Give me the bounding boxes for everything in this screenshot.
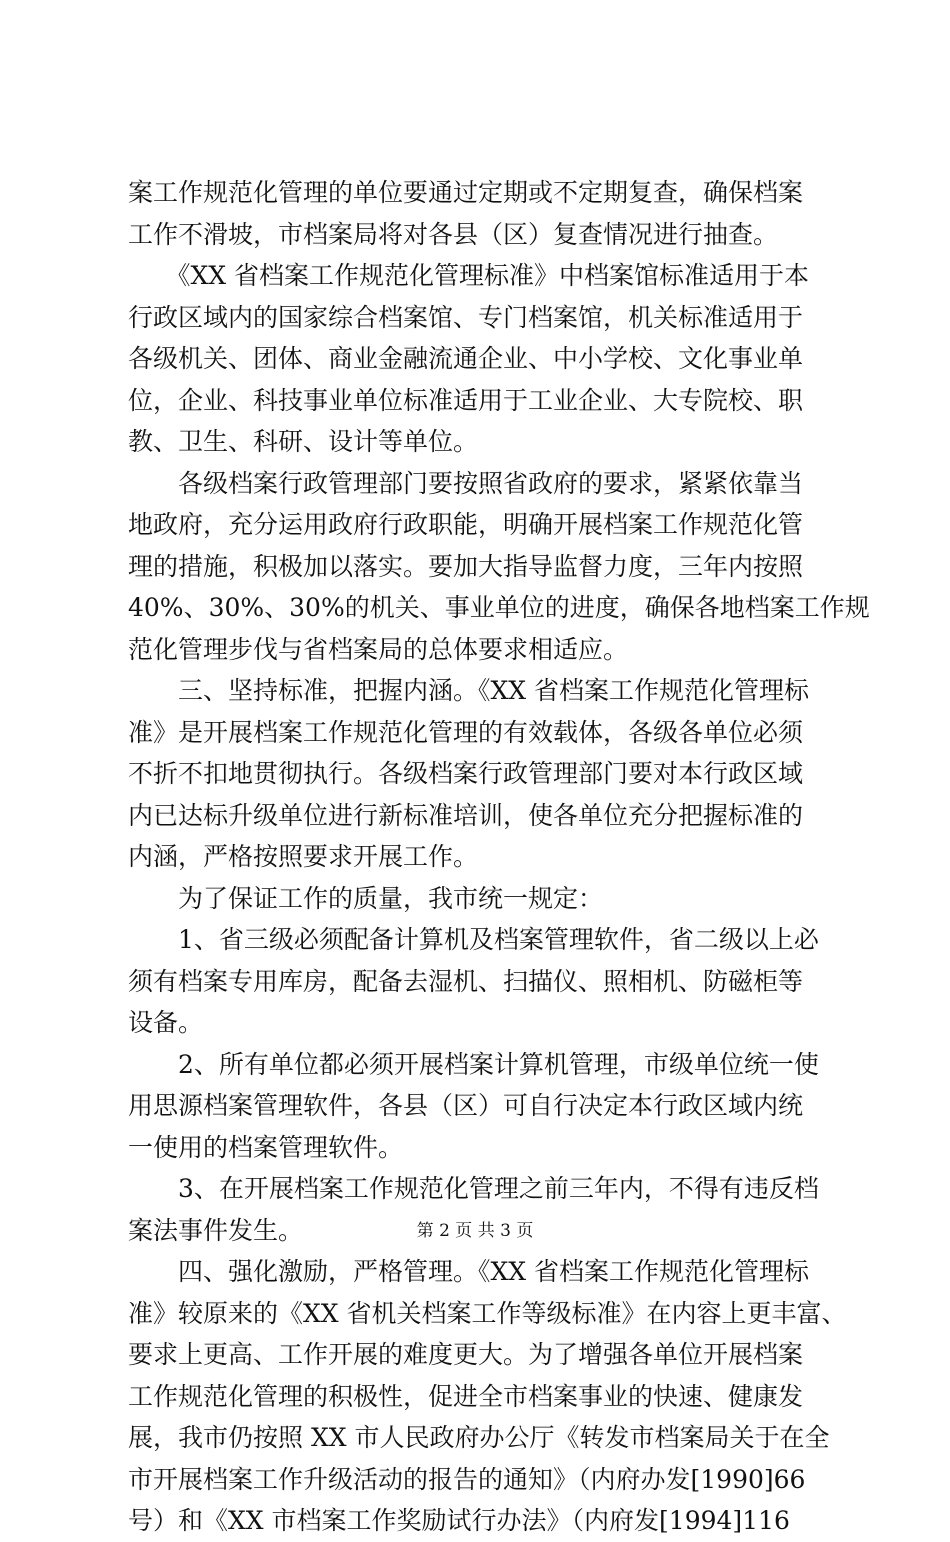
text-line: 用思源档案管理软件，各县（区）可自行决定本行政区域内统: [128, 1091, 804, 1120]
text-line: 理的措施，积极加以落实。要加大指导监督力度，三年内按照: [128, 551, 804, 581]
page-number-footer: 第 2 页 共 3 页: [416, 1221, 534, 1241]
text-line: 准》是开展档案工作规范化管理的有效载体，各级各单位必须: [128, 717, 804, 747]
text-line: 四、强化激励，严格管理。《XX 省档案工作规范化管理标: [128, 1257, 810, 1286]
document-body: [128, 172, 870, 1542]
text-line: 须有档案专用库房，配备去湿机、扫描仪、照相机、防磁柜等: [128, 966, 804, 996]
text-line: 工作不滑坡，市档案局将对各县（区）复查情况进行抽查。: [128, 219, 779, 249]
text-line: 内涵，严格按照要求开展工作。: [128, 842, 479, 871]
text-line: 《XX 省档案工作规范化管理标准》中档案馆标准适用于本: [128, 261, 810, 290]
text-line: 案工作规范化管理的单位要通过定期或不定期复查，确保档案: [128, 178, 804, 207]
text-line: 地政府，充分运用政府行政职能，明确开展档案工作规范化管: [128, 510, 804, 539]
text-line: 2、所有单位都必须开展档案计算机管理，市级单位统一使: [128, 1049, 819, 1079]
text-line: 3、在开展档案工作规范化管理之前三年内，不得有违反档: [128, 1174, 819, 1203]
text-line: 工作规范化管理的积极性，促进全市档案事业的快速、健康发: [128, 1381, 804, 1411]
text-line: 号）和《XX 市档案工作奖励试行办法》（内府发[1994]116: [128, 1506, 790, 1535]
text-line: 40%、30%、30%的机关、事业单位的进度，确保各地档案工作规: [128, 593, 870, 622]
text-line: 各级机关、团体、商业金融流通企业、中小学校、文化事业单: [128, 344, 804, 373]
text-line: 1、省三级必须配备计算机及档案管理软件，省二级以上必: [128, 925, 819, 954]
text-line: 各级档案行政管理部门要按照省政府的要求，紧紧依靠当: [128, 468, 804, 498]
text-line: 三、坚持标准，把握内涵。《XX 省档案工作规范化管理标: [128, 676, 810, 705]
text-line: 案法事件发生。: [128, 1215, 304, 1245]
text-line: 内已达标升级单位进行新标准培训，使各单位充分把握标准的: [128, 800, 804, 830]
text-line: 教、卫生、科研、设计等单位。: [128, 427, 479, 456]
text-line: 不折不扣地贯彻执行。各级档案行政管理部门要对本行政区域: [128, 759, 804, 788]
text-line: 设备。: [128, 1008, 204, 1037]
text-line: 为了保证工作的质量，我市统一规定：: [128, 883, 604, 913]
text-line: 准》较原来的《XX 省机关档案工作等级标准》在内容上更丰富、: [128, 1298, 847, 1328]
text-line: 范化管理步伐与省档案局的总体要求相适应。: [128, 634, 629, 664]
text-line: 行政区域内的国家综合档案馆、专门档案馆，机关标准适用于: [128, 302, 804, 332]
text-line: 市开展档案工作升级活动的报告的通知》（内府办发[1990]66: [128, 1464, 806, 1494]
text-line: 展，我市仍按照 XX 市人民政府办公厅《转发市档案局关于在全: [128, 1423, 830, 1452]
text-line: 要求上更高、工作开展的难度更大。为了增强各单位开展档案: [128, 1340, 804, 1369]
text-line: 一使用的档案管理软件。: [128, 1132, 404, 1162]
text-line: 位，企业、科技事业单位标准适用于工业企业、大专院校、职: [128, 385, 804, 415]
